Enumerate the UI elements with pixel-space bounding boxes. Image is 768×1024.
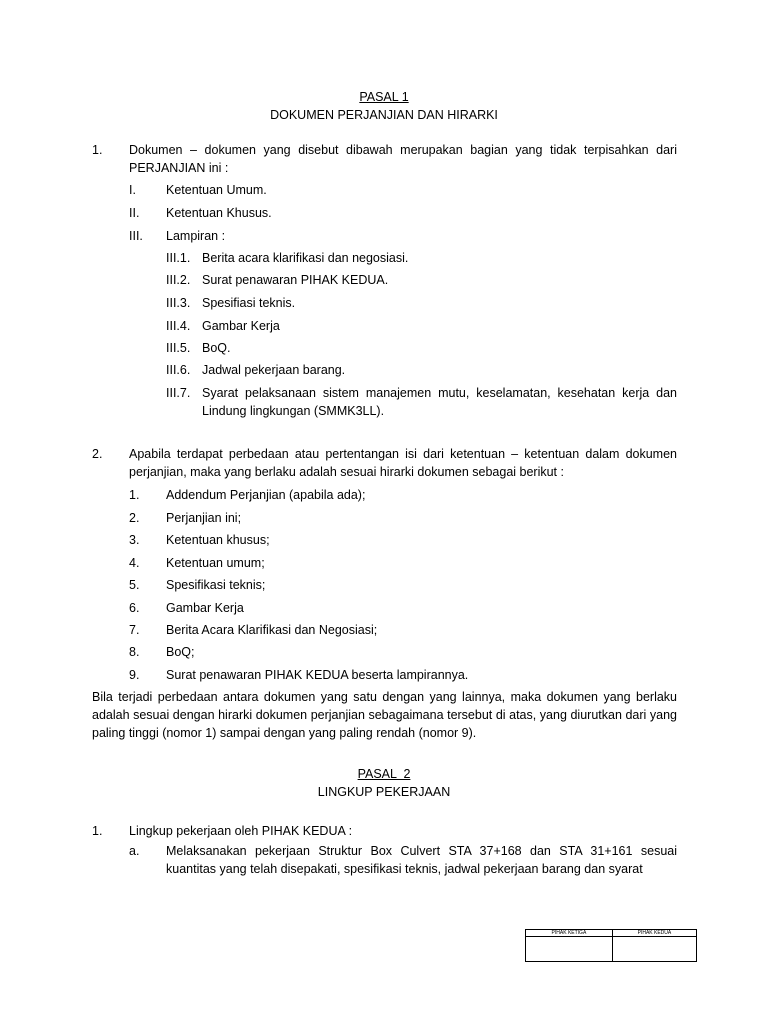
pasal-2-item-1-text — [129, 822, 352, 840]
lampiran-text-2-main: Surat penawaran — [202, 273, 298, 287]
pasal-2-title: PASAL 2 — [357, 767, 411, 781]
hirarki-text-5: Spesifikasi teknis; — [166, 578, 266, 592]
item-1-text-line2 — [129, 159, 228, 177]
pasal-2-heading — [0, 765, 768, 801]
hirarki-num-3: 3. — [129, 533, 140, 547]
pasal-1-heading — [0, 88, 768, 124]
pasal-2-item-1-main: Lingkup pekerjaan oleh — [129, 824, 259, 838]
lampiran-num-5: III.5. — [166, 341, 191, 355]
pasal-1-title: PASAL 1 — [359, 90, 409, 104]
hirarki-num-9: 9. — [129, 668, 140, 682]
lampiran-text-4: Gambar Kerja — [202, 319, 280, 333]
signature-col-1-area — [526, 937, 613, 962]
sub-num-III: III. — [129, 229, 143, 243]
hirarki-num-1: 1. — [129, 488, 140, 502]
lampiran-text-3: Spesifiasi teknis. — [202, 296, 296, 310]
lampiran-num-3: III.3. — [166, 296, 191, 310]
pasal-2-item-1-end: : — [348, 824, 353, 838]
signature-col-1-label: PIHAK KETIGA — [526, 930, 613, 937]
sub-num-II: II. — [129, 206, 140, 220]
pasal-2-item-a-number: a. — [129, 844, 140, 858]
item-2-number: 2. — [92, 447, 103, 461]
lampiran-text-1: Berita acara klarifikasi dan negosiasi. — [202, 251, 409, 265]
perjanjian-label: PERJANJIAN — [129, 161, 206, 175]
sub-text-III: Lampiran : — [166, 229, 226, 243]
signature-col-2-label: PIHAK KEDUA — [612, 930, 696, 937]
closing-paragraph: Bila terjadi perbedaan antara dokumen yang satu dengan yang lainnya, maka dokumen yang berlaku adalah sesuai dengan hirarki dokumen perjanjian sebagaimana tersebut di atas, yang diurutkan dari yang paling tinggi (nomor 1) sampai dengan yang paling rendah (nomor 9). — [92, 690, 677, 740]
hirarki-text-1: Addendum Perjanjian (apabila ada); — [166, 488, 366, 502]
signature-col-2-area — [612, 937, 696, 962]
hirarki-num-2: 2. — [129, 511, 140, 525]
lampiran-num-2: III.2. — [166, 273, 191, 287]
item-2-text: Apabila terdapat perbedaan atau pertentangan isi dari ketentuan – ketentuan dalam dokumen perjanjian, maka yang berlaku adalah sesuai hirarki dokumen sebagai berikut : — [129, 447, 677, 479]
pihak-kedua-label: PIHAK KEDUA — [300, 273, 385, 287]
signature-box — [525, 929, 697, 962]
lampiran-text-2-end: . — [384, 273, 389, 287]
sub-text-I: Ketentuan Umum. — [166, 183, 267, 197]
item-1-number: 1. — [92, 143, 103, 157]
hirarki-num-6: 6. — [129, 601, 140, 615]
hirarki-text-4: Ketentuan umum; — [166, 556, 265, 570]
sub-num-I: I. — [129, 183, 136, 197]
hirarki-text-2: Perjanjian ini; — [166, 511, 242, 525]
hirarki-text-9-end: beserta lampirannya. — [351, 668, 469, 682]
lampiran-text-6: Jadwal pekerjaan barang. — [202, 363, 346, 377]
hirarki-num-8: 8. — [129, 645, 140, 659]
lampiran-num-1: III.1. — [166, 251, 191, 265]
hirarki-num-4: 4. — [129, 556, 140, 570]
sub-text-II: Ketentuan Khusus. — [166, 206, 272, 220]
lampiran-text-7: Syarat pelaksanaan sistem manajemen mutu, keselamatan, kesehatan kerja dan Lindung lingkungan (SMMK3LL). — [202, 386, 677, 418]
pasal-2-item-a-text: Melaksanakan pekerjaan Struktur Box Culvert STA 37+168 dan STA 31+161 sesuai kuantitas yang telah disepakati, spesifikasi teknis, jadwal pekerjaan barang dan syarat — [166, 844, 677, 876]
hirarki-text-9-main: Surat penawaran — [166, 668, 262, 682]
item-1-text-end: ini : — [208, 161, 229, 175]
lampiran-text-5: BoQ. — [202, 341, 231, 355]
hirarki-num-5: 5. — [129, 578, 140, 592]
lampiran-text-2 — [202, 271, 388, 289]
hirarki-num-7: 7. — [129, 623, 140, 637]
item-1-text: Dokumen – dokumen yang disebut dibawah merupakan bagian yang tidak terpisahkan dari — [129, 143, 677, 157]
hirarki-text-6: Gambar Kerja — [166, 601, 244, 615]
hirarki-text-9 — [166, 666, 468, 684]
pihak-kedua-label-2: PIHAK KEDUA — [264, 668, 349, 682]
pasal-1-subtitle: DOKUMEN PERJANJIAN DAN HIRARKI — [270, 108, 498, 122]
hirarki-text-7: Berita Acara Klarifikasi dan Negosiasi; — [166, 623, 378, 637]
hirarki-text-8: BoQ; — [166, 645, 195, 659]
hirarki-text-3: Ketentuan khusus; — [166, 533, 270, 547]
pihak-kedua-label-3: PIHAK KEDUA — [261, 824, 346, 838]
pasal-2-item-1-number: 1. — [92, 824, 103, 838]
lampiran-num-4: III.4. — [166, 319, 191, 333]
lampiran-num-7: III.7. — [166, 386, 191, 400]
pasal-2-subtitle: LINGKUP PEKERJAAN — [317, 785, 451, 799]
lampiran-num-6: III.6. — [166, 363, 191, 377]
